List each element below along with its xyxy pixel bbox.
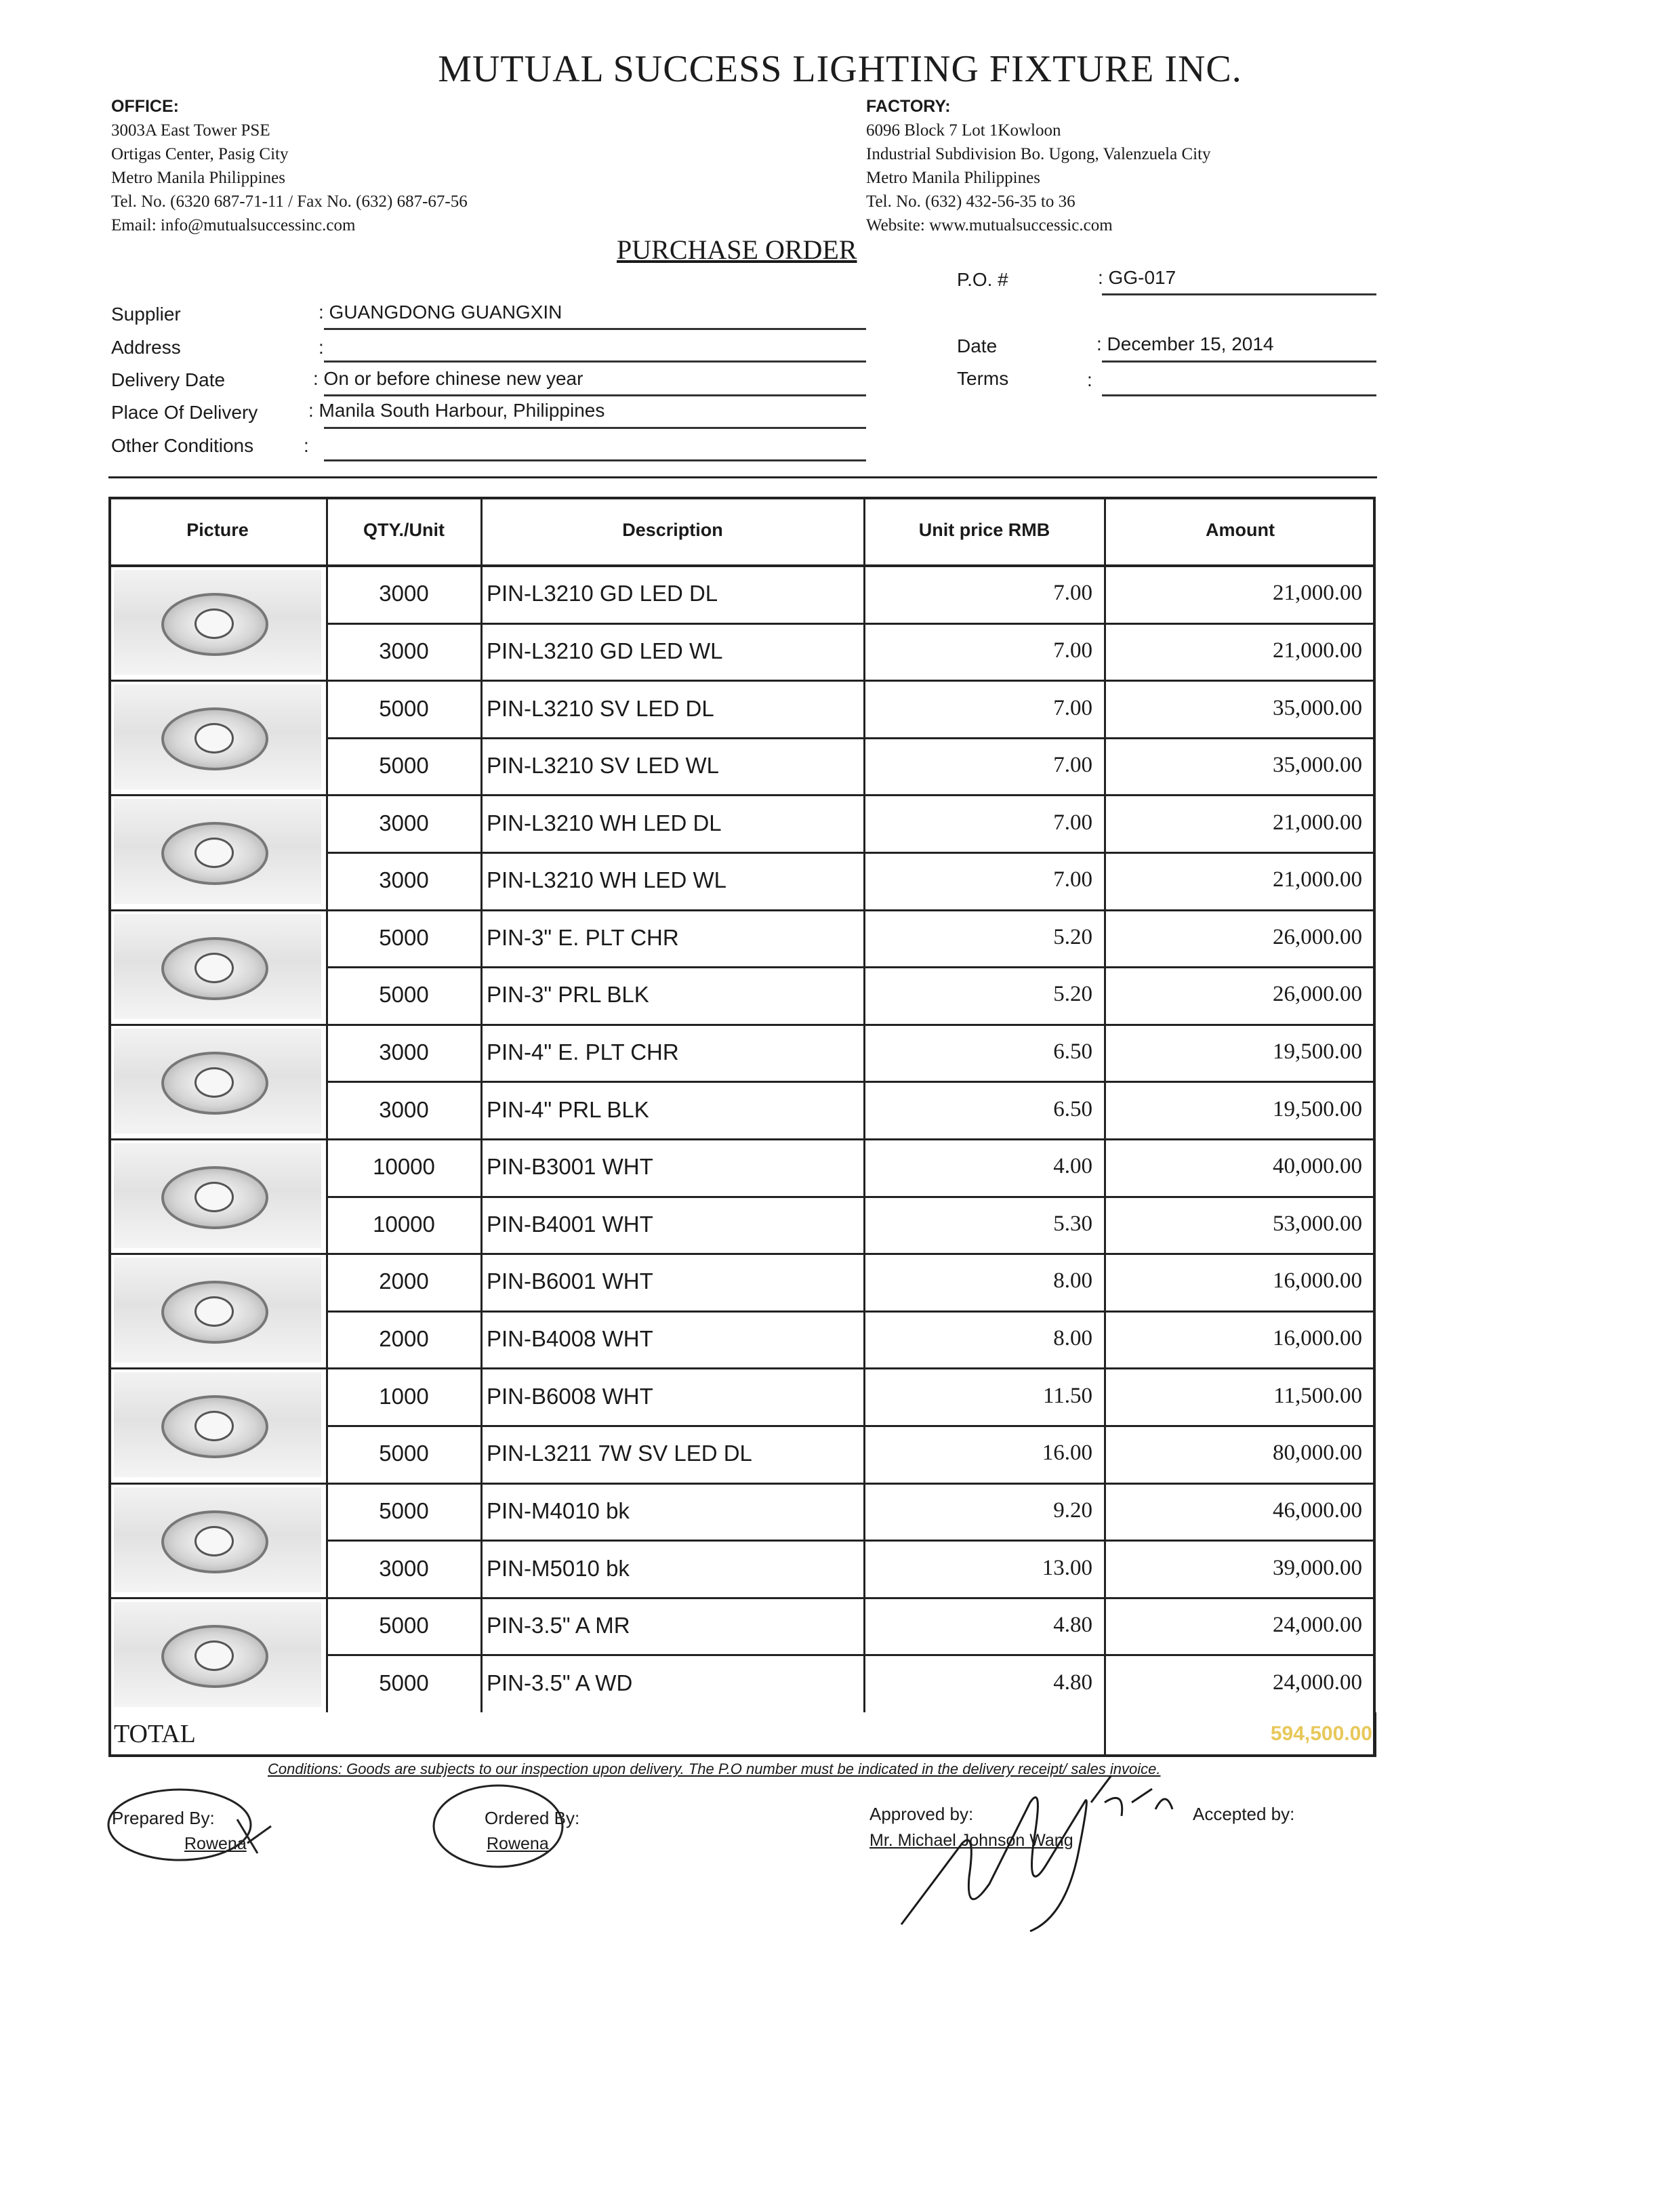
amount-cell: 21,000.00 xyxy=(1273,867,1362,892)
amount-cell: 19,500.00 xyxy=(1273,1039,1362,1064)
office-line: Email: info@mutualsuccessinc.com xyxy=(111,216,356,234)
description-cell: PIN-B6008 WHT xyxy=(487,1384,653,1409)
product-photo xyxy=(114,1029,321,1134)
unit-price-cell: 16.00 xyxy=(1042,1441,1092,1465)
qty-cell: 5000 xyxy=(379,1670,429,1695)
qty-cell: 10000 xyxy=(373,1154,435,1179)
conditions-note: Conditions: Goods are subjects to our inspection upon delivery. The P.O number must be indicated in the delivery receipt/ sales invoice. xyxy=(268,1760,1161,1777)
address-value: : xyxy=(319,337,324,358)
office-line: Tel. No. (6320 687-71-11 / Fax No. (632) 687-67-56 xyxy=(111,192,468,211)
description-cell: PIN-L3210 SV LED DL xyxy=(487,696,714,721)
approved-by-name: Mr. Michael Johnson Wang xyxy=(869,1831,1073,1850)
description-cell: PIN-M4010 bk xyxy=(487,1498,630,1523)
unit-price-cell: 7.00 xyxy=(1053,638,1092,663)
qty-cell: 3000 xyxy=(379,1097,429,1122)
qty-cell: 5000 xyxy=(379,1613,429,1638)
downlight-icon xyxy=(161,1510,268,1573)
qty-cell: 5000 xyxy=(379,753,429,778)
amount-cell: 39,000.00 xyxy=(1273,1556,1362,1580)
description-cell: PIN-L3211 7W SV LED DL xyxy=(487,1441,752,1466)
col-header-unit-price: Unit price RMB xyxy=(918,520,1050,540)
description-cell: PIN-B4001 WHT xyxy=(487,1212,653,1237)
product-photo xyxy=(114,1602,321,1707)
row-divider xyxy=(108,680,1376,682)
po-number-label: P.O. # xyxy=(957,269,1008,290)
product-photo xyxy=(114,1258,321,1363)
row-divider xyxy=(327,1654,1376,1656)
total-value: 594,500.00 xyxy=(1270,1722,1372,1745)
amount-cell: 46,000.00 xyxy=(1273,1498,1362,1523)
document-title: PURCHASE ORDER xyxy=(617,234,857,265)
amount-cell: 21,000.00 xyxy=(1273,581,1362,605)
qty-cell: 3000 xyxy=(379,810,429,835)
unit-price-cell: 7.00 xyxy=(1053,867,1092,892)
row-divider xyxy=(327,737,1376,739)
row-divider xyxy=(108,1367,1376,1369)
unit-price-cell: 5.20 xyxy=(1053,982,1092,1006)
row-divider xyxy=(108,1483,1376,1485)
qty-cell: 3000 xyxy=(379,581,429,606)
qty-cell: 5000 xyxy=(379,982,429,1007)
row-divider xyxy=(327,1425,1376,1427)
unit-price-cell: 5.30 xyxy=(1053,1212,1092,1236)
row-divider xyxy=(108,1597,1376,1599)
unit-price-cell: 7.00 xyxy=(1053,696,1092,720)
unit-price-cell: 11.50 xyxy=(1042,1384,1092,1408)
qty-cell: 2000 xyxy=(379,1268,429,1294)
row-divider xyxy=(327,1540,1376,1542)
table-right-border xyxy=(1374,1712,1376,1757)
column-divider xyxy=(1104,1712,1106,1757)
table-bottom-border xyxy=(108,1755,1376,1757)
row-divider xyxy=(108,1138,1376,1140)
amount-cell: 16,000.00 xyxy=(1273,1268,1362,1293)
unit-price-cell: 6.50 xyxy=(1053,1097,1092,1121)
product-photo xyxy=(114,914,321,1019)
unit-price-cell: 8.00 xyxy=(1053,1326,1092,1350)
header-row-divider xyxy=(108,564,1376,567)
qty-cell: 5000 xyxy=(379,1441,429,1466)
downlight-icon xyxy=(161,1166,268,1229)
amount-cell: 19,500.00 xyxy=(1273,1097,1362,1121)
product-photo xyxy=(114,570,321,675)
description-cell: PIN-4" PRL BLK xyxy=(487,1097,649,1122)
total-label: TOTAL xyxy=(114,1720,196,1748)
amount-cell: 16,000.00 xyxy=(1273,1326,1362,1350)
date-label: Date xyxy=(957,335,998,356)
qty-cell: 1000 xyxy=(379,1384,429,1409)
row-divider xyxy=(327,852,1376,854)
description-cell: PIN-L3210 WH LED WL xyxy=(487,867,726,892)
downlight-icon xyxy=(161,822,268,885)
unit-price-cell: 7.00 xyxy=(1053,810,1092,835)
office-line: Ortigas Center, Pasig City xyxy=(111,145,289,163)
delivery-date-value: : On or before chinese new year xyxy=(313,368,583,389)
supplier-value: : GUANGDONG GUANGXIN xyxy=(319,302,562,323)
qty-cell: 5000 xyxy=(379,696,429,721)
description-cell: PIN-L3210 SV LED WL xyxy=(487,753,719,778)
row-divider xyxy=(108,909,1376,911)
date-value: : December 15, 2014 xyxy=(1097,333,1274,354)
amount-cell: 21,000.00 xyxy=(1273,638,1362,663)
qty-cell: 3000 xyxy=(379,638,429,663)
description-cell: PIN-B3001 WHT xyxy=(487,1154,653,1179)
table-left-border xyxy=(108,1712,111,1757)
prepared-by-name: Rowena xyxy=(184,1834,247,1853)
description-cell: PIN-L3210 GD LED WL xyxy=(487,638,723,663)
unit-price-cell: 9.20 xyxy=(1053,1498,1092,1523)
supplier-label: Supplier xyxy=(111,304,181,325)
amount-cell: 26,000.00 xyxy=(1273,982,1362,1006)
qty-cell: 5000 xyxy=(379,925,429,950)
office-line: Metro Manila Philippines xyxy=(111,169,285,187)
unit-price-cell: 6.50 xyxy=(1053,1039,1092,1064)
product-photo xyxy=(114,1372,321,1477)
amount-cell: 35,000.00 xyxy=(1273,753,1362,777)
amount-cell: 40,000.00 xyxy=(1273,1154,1362,1178)
qty-cell: 2000 xyxy=(379,1326,429,1351)
downlight-icon xyxy=(161,1052,268,1115)
unit-price-cell: 7.00 xyxy=(1053,581,1092,605)
col-header-qty: QTY./Unit xyxy=(363,520,445,540)
office-line: 3003A East Tower PSE xyxy=(111,121,270,140)
unit-price-cell: 13.00 xyxy=(1042,1556,1092,1580)
prepared-by-signature xyxy=(102,1779,278,1874)
amount-cell: 21,000.00 xyxy=(1273,810,1362,835)
description-cell: PIN-3.5" A WD xyxy=(487,1670,633,1695)
unit-price-cell: 4.80 xyxy=(1053,1670,1092,1695)
accepted-by-label: Accepted by: xyxy=(1193,1804,1295,1824)
description-cell: PIN-M5010 bk xyxy=(487,1556,630,1581)
row-divider xyxy=(327,966,1376,968)
approved-by-signature xyxy=(888,1762,1200,1938)
terms-value: : xyxy=(1087,369,1092,390)
factory-line: 6096 Block 7 Lot 1Kowloon xyxy=(866,121,1061,140)
office-heading: OFFICE: xyxy=(111,97,179,116)
row-divider xyxy=(327,1081,1376,1083)
unit-price-cell: 4.00 xyxy=(1053,1154,1092,1178)
row-divider xyxy=(327,1196,1376,1198)
col-header-picture: Picture xyxy=(186,520,249,540)
product-photo xyxy=(114,1487,321,1592)
amount-cell: 35,000.00 xyxy=(1273,696,1362,720)
description-cell: PIN-B6001 WHT xyxy=(487,1268,653,1294)
qty-cell: 5000 xyxy=(379,1498,429,1523)
product-photo xyxy=(114,1143,321,1248)
row-divider xyxy=(108,1253,1376,1255)
amount-cell: 26,000.00 xyxy=(1273,925,1362,949)
col-header-description: Description xyxy=(622,520,723,540)
ordered-by-signature xyxy=(427,1779,576,1880)
unit-price-cell: 4.80 xyxy=(1053,1613,1092,1637)
description-cell: PIN-B4008 WHT xyxy=(487,1326,653,1351)
qty-cell: 10000 xyxy=(373,1212,435,1237)
amount-cell: 80,000.00 xyxy=(1273,1441,1362,1465)
description-cell: PIN-3" E. PLT CHR xyxy=(487,925,679,950)
unit-price-cell: 7.00 xyxy=(1053,753,1092,777)
approved-by-label: Approved by: xyxy=(869,1804,974,1824)
prepared-by-label: Prepared By: xyxy=(112,1808,215,1828)
description-cell: PIN-L3210 WH LED DL xyxy=(487,810,722,835)
ordered-by-name: Rowena xyxy=(487,1834,549,1853)
product-photo xyxy=(114,684,321,789)
qty-cell: 3000 xyxy=(379,1039,429,1065)
po-number-value: : GG-017 xyxy=(1098,267,1176,288)
place-of-delivery-value: : Manila South Harbour, Philippines xyxy=(308,400,605,421)
amount-cell: 11,500.00 xyxy=(1273,1384,1362,1408)
downlight-icon xyxy=(161,1281,268,1344)
factory-heading: FACTORY: xyxy=(866,97,951,116)
downlight-icon xyxy=(161,1395,268,1458)
product-photo xyxy=(114,799,321,904)
description-cell: PIN-4" E. PLT CHR xyxy=(487,1039,679,1065)
downlight-icon xyxy=(161,593,268,656)
amount-cell: 24,000.00 xyxy=(1273,1613,1362,1637)
place-of-delivery-label: Place Of Delivery xyxy=(111,402,258,423)
ordered-by-label: Ordered By: xyxy=(485,1808,580,1828)
factory-line: Metro Manila Philippines xyxy=(866,169,1040,187)
factory-line: Industrial Subdivision Bo. Ugong, Valenzuela City xyxy=(866,145,1211,163)
other-conditions-value: : xyxy=(304,435,309,456)
other-conditions-label: Other Conditions xyxy=(111,435,254,456)
factory-line: Website: www.mutualsuccessic.com xyxy=(866,216,1113,234)
row-divider xyxy=(108,1024,1376,1026)
unit-price-cell: 8.00 xyxy=(1053,1268,1092,1293)
col-header-amount: Amount xyxy=(1206,520,1275,540)
factory-line: Tel. No. (632) 432-56-35 to 36 xyxy=(866,192,1075,211)
description-cell: PIN-L3210 GD LED DL xyxy=(487,581,718,606)
terms-label: Terms xyxy=(957,368,1009,389)
amount-cell: 53,000.00 xyxy=(1273,1212,1362,1236)
row-divider xyxy=(327,623,1376,625)
downlight-icon xyxy=(161,937,268,1000)
downlight-icon xyxy=(161,1625,268,1688)
row-divider xyxy=(108,794,1376,796)
row-divider xyxy=(327,1310,1376,1313)
delivery-date-label: Delivery Date xyxy=(111,369,226,390)
qty-cell: 3000 xyxy=(379,1556,429,1581)
address-label: Address xyxy=(111,337,181,358)
amount-cell: 24,000.00 xyxy=(1273,1670,1362,1695)
downlight-icon xyxy=(161,707,268,770)
description-cell: PIN-3" PRL BLK xyxy=(487,982,649,1007)
qty-cell: 3000 xyxy=(379,867,429,892)
unit-price-cell: 5.20 xyxy=(1053,925,1092,949)
company-name: MUTUAL SUCCESS LIGHTING FIXTURE INC. xyxy=(438,48,1242,90)
description-cell: PIN-3.5" A MR xyxy=(487,1613,630,1638)
